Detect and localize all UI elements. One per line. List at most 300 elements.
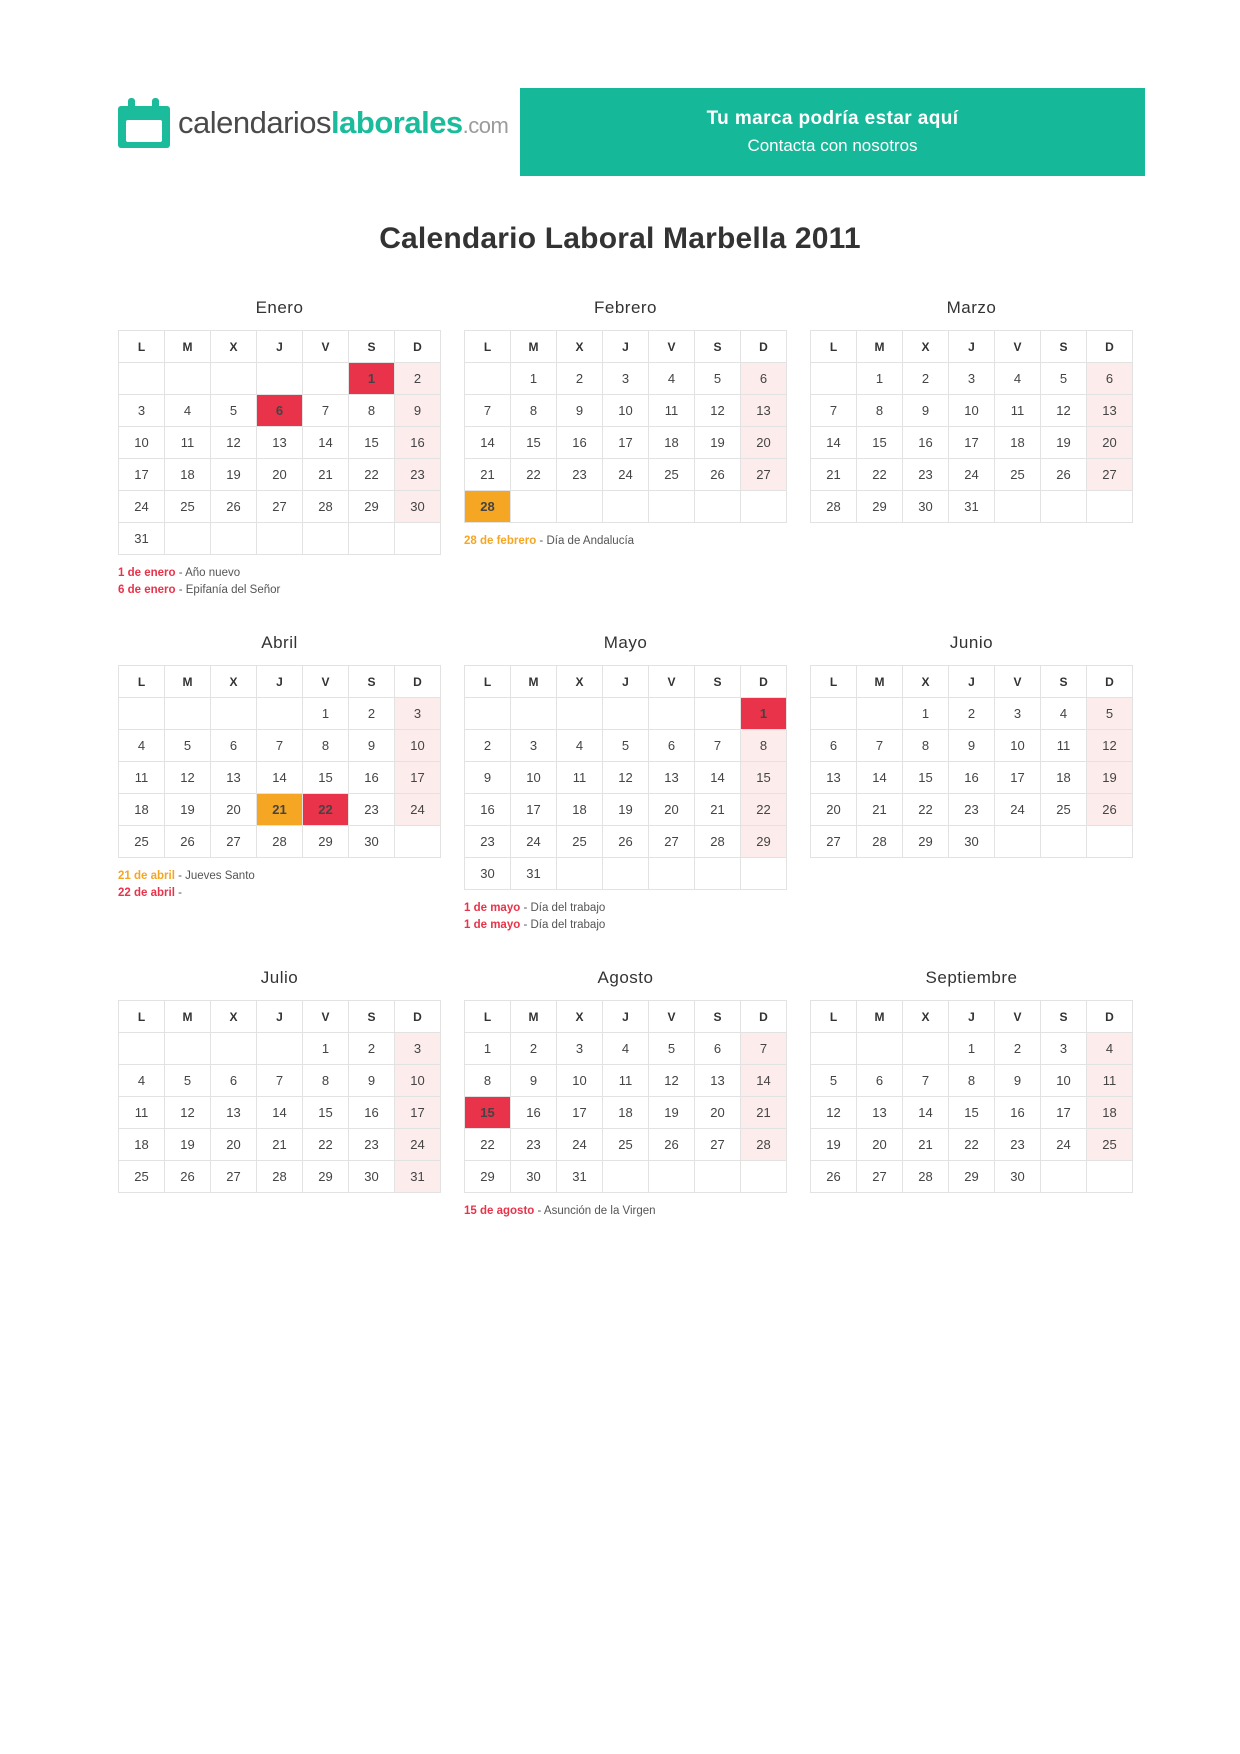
day-cell[interactable]: 16 xyxy=(557,427,603,459)
day-cell[interactable]: 19 xyxy=(1041,427,1087,459)
day-cell[interactable]: 22 xyxy=(949,1129,995,1161)
empty-cell xyxy=(1041,491,1087,523)
day-cell[interactable]: 25 xyxy=(1041,794,1087,826)
day-cell[interactable]: 3 xyxy=(119,395,165,427)
empty-cell xyxy=(903,1033,949,1065)
day-cell[interactable]: 3 xyxy=(949,363,995,395)
day-cell[interactable]: 20 xyxy=(811,794,857,826)
day-cell[interactable]: 25 xyxy=(649,459,695,491)
day-cell[interactable]: 8 xyxy=(903,730,949,762)
day-cell[interactable]: 26 xyxy=(649,1129,695,1161)
day-cell[interactable]: 29 xyxy=(465,1161,511,1193)
day-cell[interactable]: 30 xyxy=(949,826,995,858)
day-cell[interactable]: 12 xyxy=(1041,395,1087,427)
day-cell[interactable]: 29 xyxy=(349,491,395,523)
day-cell[interactable]: 24 xyxy=(511,826,557,858)
empty-cell xyxy=(1087,491,1133,523)
ad-banner[interactable] xyxy=(520,88,1145,176)
day-cell[interactable]: 7 xyxy=(857,730,903,762)
day-cell[interactable]: 10 xyxy=(511,762,557,794)
day-cell[interactable]: 11 xyxy=(1087,1065,1133,1097)
day-cell[interactable]: 30 xyxy=(349,1161,395,1193)
day-cell[interactable]: 3 xyxy=(557,1033,603,1065)
day-cell[interactable]: 20 xyxy=(1087,427,1133,459)
day-cell[interactable]: 9 xyxy=(349,1065,395,1097)
day-cell[interactable]: 26 xyxy=(695,459,741,491)
month-title: Enero xyxy=(255,298,304,317)
day-cell[interactable]: 21 xyxy=(303,459,349,491)
day-cell[interactable]: 7 xyxy=(695,730,741,762)
day-cell[interactable]: 28 xyxy=(811,491,857,523)
day-cell[interactable]: 13 xyxy=(1087,395,1133,427)
day-cell[interactable]: 7 xyxy=(465,395,511,427)
day-cell[interactable]: 4 xyxy=(1041,698,1087,730)
day-cell[interactable]: 5 xyxy=(211,395,257,427)
day-cell[interactable]: 16 xyxy=(903,427,949,459)
day-cell[interactable]: 15 xyxy=(741,762,787,794)
day-cell[interactable]: 25 xyxy=(119,826,165,858)
day-cell[interactable]: 20 xyxy=(257,459,303,491)
day-cell[interactable]: 22 xyxy=(857,459,903,491)
day-cell[interactable]: 19 xyxy=(165,1129,211,1161)
day-cell[interactable]: 26 xyxy=(165,826,211,858)
day-cell[interactable]: 7 xyxy=(303,395,349,427)
day-cell[interactable]: 18 xyxy=(119,1129,165,1161)
day-cell[interactable]: 19 xyxy=(1087,762,1133,794)
day-cell[interactable]: 2 xyxy=(903,363,949,395)
week-row xyxy=(465,491,787,523)
day-cell[interactable]: 8 xyxy=(511,395,557,427)
week-row xyxy=(465,1161,787,1193)
day-cell[interactable]: 17 xyxy=(603,427,649,459)
day-cell[interactable]: 22 xyxy=(349,459,395,491)
day-cell[interactable]: 25 xyxy=(165,491,211,523)
day-cell[interactable]: 21 xyxy=(903,1129,949,1161)
day-cell[interactable]: 5 xyxy=(1087,698,1133,730)
day-cell[interactable]: 20 xyxy=(211,794,257,826)
day-cell[interactable]: 24 xyxy=(603,459,649,491)
day-cell[interactable]: 23 xyxy=(349,794,395,826)
day-cell[interactable]: 29 xyxy=(857,491,903,523)
day-cell[interactable]: 2 xyxy=(349,1033,395,1065)
day-cell[interactable]: 5 xyxy=(811,1065,857,1097)
day-cell[interactable]: 31 xyxy=(119,523,165,555)
calendar-row xyxy=(118,968,1122,1220)
day-cell[interactable]: 24 xyxy=(395,1129,441,1161)
day-cell[interactable]: 13 xyxy=(257,427,303,459)
day-cell[interactable]: 21 xyxy=(257,1129,303,1161)
day-cell[interactable]: 27 xyxy=(257,491,303,523)
day-cell[interactable]: 12 xyxy=(211,427,257,459)
day-cell[interactable]: 27 xyxy=(649,826,695,858)
day-cell[interactable]: 21 xyxy=(811,459,857,491)
day-cell[interactable]: 20 xyxy=(649,794,695,826)
day-cell[interactable]: 12 xyxy=(695,395,741,427)
weekday-header: S xyxy=(349,666,395,698)
day-cell[interactable]: 14 xyxy=(257,762,303,794)
day-cell[interactable]: 17 xyxy=(995,762,1041,794)
day-cell[interactable]: 10 xyxy=(395,1065,441,1097)
day-cell[interactable]: 4 xyxy=(119,730,165,762)
day-cell[interactable]: 1 xyxy=(511,363,557,395)
day-cell[interactable]: 3 xyxy=(511,730,557,762)
day-cell[interactable]: 18 xyxy=(649,427,695,459)
day-cell[interactable]: 14 xyxy=(903,1097,949,1129)
day-cell[interactable]: 28 xyxy=(857,826,903,858)
day-cell[interactable]: 2 xyxy=(511,1033,557,1065)
day-cell[interactable]: 15 xyxy=(303,762,349,794)
day-cell[interactable]: 12 xyxy=(1087,730,1133,762)
day-cell[interactable]: 9 xyxy=(949,730,995,762)
day-cell[interactable]: 26 xyxy=(211,491,257,523)
weekday-header: M xyxy=(857,666,903,698)
day-cell[interactable]: 30 xyxy=(511,1161,557,1193)
day-cell[interactable]: 7 xyxy=(257,730,303,762)
day-cell[interactable]: 28 xyxy=(741,1129,787,1161)
day-cell[interactable]: 30 xyxy=(465,858,511,890)
day-cell[interactable]: 12 xyxy=(165,762,211,794)
day-cell[interactable]: 26 xyxy=(603,826,649,858)
day-cell[interactable]: 13 xyxy=(695,1065,741,1097)
day-cell[interactable]: 8 xyxy=(349,395,395,427)
day-cell[interactable]: 17 xyxy=(1041,1097,1087,1129)
day-cell[interactable]: 10 xyxy=(557,1065,603,1097)
day-cell[interactable]: 15 xyxy=(465,1097,511,1129)
day-cell[interactable]: 8 xyxy=(465,1065,511,1097)
day-cell[interactable]: 23 xyxy=(395,459,441,491)
empty-cell xyxy=(1087,826,1133,858)
day-cell[interactable]: 15 xyxy=(303,1097,349,1129)
day-cell[interactable]: 15 xyxy=(511,427,557,459)
day-cell[interactable]: 17 xyxy=(949,427,995,459)
day-cell[interactable]: 19 xyxy=(165,794,211,826)
day-cell[interactable]: 29 xyxy=(303,826,349,858)
day-cell[interactable]: 18 xyxy=(119,794,165,826)
day-cell[interactable]: 7 xyxy=(741,1033,787,1065)
day-cell[interactable]: 11 xyxy=(995,395,1041,427)
day-cell[interactable]: 28 xyxy=(257,826,303,858)
weekday-header: X xyxy=(557,331,603,363)
day-cell[interactable]: 30 xyxy=(903,491,949,523)
day-cell[interactable]: 6 xyxy=(857,1065,903,1097)
day-cell[interactable]: 10 xyxy=(119,427,165,459)
day-cell[interactable]: 25 xyxy=(603,1129,649,1161)
day-cell[interactable]: 26 xyxy=(1041,459,1087,491)
day-cell[interactable]: 11 xyxy=(119,1097,165,1129)
day-cell[interactable]: 21 xyxy=(257,794,303,826)
day-cell[interactable]: 7 xyxy=(903,1065,949,1097)
day-cell[interactable]: 22 xyxy=(465,1129,511,1161)
day-cell[interactable]: 23 xyxy=(995,1129,1041,1161)
day-cell[interactable]: 2 xyxy=(395,363,441,395)
day-cell[interactable]: 6 xyxy=(741,363,787,395)
day-cell[interactable]: 15 xyxy=(903,762,949,794)
week-row xyxy=(465,1065,787,1097)
day-cell[interactable]: 17 xyxy=(395,1097,441,1129)
day-cell[interactable]: 23 xyxy=(465,826,511,858)
day-cell[interactable]: 29 xyxy=(903,826,949,858)
day-cell[interactable]: 21 xyxy=(857,794,903,826)
day-cell[interactable]: 7 xyxy=(811,395,857,427)
day-cell[interactable]: 16 xyxy=(349,762,395,794)
day-cell[interactable]: 18 xyxy=(1041,762,1087,794)
day-cell[interactable]: 1 xyxy=(903,698,949,730)
day-cell[interactable]: 16 xyxy=(949,762,995,794)
day-cell[interactable]: 9 xyxy=(395,395,441,427)
day-cell[interactable]: 25 xyxy=(119,1161,165,1193)
day-cell[interactable]: 12 xyxy=(165,1097,211,1129)
day-cell[interactable]: 23 xyxy=(903,459,949,491)
empty-cell xyxy=(695,491,741,523)
day-cell[interactable]: 31 xyxy=(395,1161,441,1193)
day-cell[interactable]: 6 xyxy=(257,395,303,427)
day-cell[interactable]: 30 xyxy=(395,491,441,523)
day-cell[interactable]: 11 xyxy=(165,427,211,459)
weekday-header: L xyxy=(119,331,165,363)
day-cell[interactable]: 3 xyxy=(603,363,649,395)
day-cell[interactable]: 8 xyxy=(857,395,903,427)
day-cell[interactable]: 5 xyxy=(649,1033,695,1065)
day-cell[interactable]: 27 xyxy=(1087,459,1133,491)
day-cell[interactable]: 3 xyxy=(1041,1033,1087,1065)
weekday-header: J xyxy=(949,1001,995,1033)
day-cell[interactable]: 18 xyxy=(603,1097,649,1129)
day-cell[interactable]: 5 xyxy=(695,363,741,395)
day-cell[interactable]: 28 xyxy=(257,1161,303,1193)
day-cell[interactable]: 25 xyxy=(995,459,1041,491)
day-cell[interactable]: 30 xyxy=(349,826,395,858)
day-cell[interactable]: 10 xyxy=(603,395,649,427)
day-cell[interactable]: 12 xyxy=(649,1065,695,1097)
day-cell[interactable]: 4 xyxy=(649,363,695,395)
day-cell[interactable]: 24 xyxy=(119,491,165,523)
day-cell[interactable]: 9 xyxy=(995,1065,1041,1097)
day-cell[interactable]: 1 xyxy=(465,1033,511,1065)
day-cell[interactable]: 18 xyxy=(165,459,211,491)
day-cell[interactable]: 22 xyxy=(303,794,349,826)
day-cell[interactable]: 20 xyxy=(741,427,787,459)
day-cell[interactable]: 11 xyxy=(119,762,165,794)
day-cell[interactable]: 28 xyxy=(903,1161,949,1193)
day-cell[interactable]: 27 xyxy=(811,826,857,858)
day-cell[interactable]: 17 xyxy=(557,1097,603,1129)
day-cell[interactable]: 29 xyxy=(303,1161,349,1193)
day-cell[interactable]: 30 xyxy=(995,1161,1041,1193)
day-cell[interactable]: 14 xyxy=(741,1065,787,1097)
day-cell[interactable]: 8 xyxy=(303,1065,349,1097)
day-cell[interactable]: 17 xyxy=(395,762,441,794)
day-cell[interactable]: 24 xyxy=(949,459,995,491)
day-cell[interactable]: 15 xyxy=(949,1097,995,1129)
day-cell[interactable]: 10 xyxy=(995,730,1041,762)
day-cell[interactable]: 4 xyxy=(1087,1033,1133,1065)
day-cell[interactable]: 22 xyxy=(511,459,557,491)
day-cell[interactable]: 21 xyxy=(695,794,741,826)
page-title: Calendario Laboral Marbella 2011 xyxy=(379,222,861,255)
day-cell[interactable]: 21 xyxy=(465,459,511,491)
day-cell[interactable]: 1 xyxy=(857,363,903,395)
day-cell[interactable]: 16 xyxy=(465,794,511,826)
week-row xyxy=(119,826,441,858)
day-cell[interactable]: 5 xyxy=(165,730,211,762)
day-cell[interactable]: 11 xyxy=(649,395,695,427)
day-cell[interactable]: 5 xyxy=(165,1065,211,1097)
day-cell[interactable]: 20 xyxy=(211,1129,257,1161)
day-cell[interactable]: 2 xyxy=(557,363,603,395)
day-cell[interactable]: 2 xyxy=(465,730,511,762)
day-cell[interactable]: 28 xyxy=(695,826,741,858)
site-logo[interactable] xyxy=(118,88,518,158)
day-cell[interactable]: 20 xyxy=(857,1129,903,1161)
day-cell[interactable]: 14 xyxy=(465,427,511,459)
empty-cell xyxy=(603,698,649,730)
day-cell[interactable]: 19 xyxy=(211,459,257,491)
day-cell[interactable]: 14 xyxy=(857,762,903,794)
day-cell[interactable]: 3 xyxy=(995,698,1041,730)
day-cell[interactable]: 1 xyxy=(303,698,349,730)
day-cell[interactable]: 19 xyxy=(695,427,741,459)
day-cell[interactable]: 22 xyxy=(303,1129,349,1161)
day-cell[interactable]: 6 xyxy=(211,1065,257,1097)
day-cell[interactable]: 4 xyxy=(603,1033,649,1065)
day-cell[interactable]: 4 xyxy=(165,395,211,427)
day-cell[interactable]: 27 xyxy=(211,1161,257,1193)
day-cell[interactable]: 13 xyxy=(649,762,695,794)
week-row xyxy=(465,395,787,427)
day-cell[interactable]: 1 xyxy=(349,363,395,395)
day-cell[interactable]: 4 xyxy=(119,1065,165,1097)
day-cell[interactable]: 6 xyxy=(211,730,257,762)
day-cell[interactable]: 8 xyxy=(741,730,787,762)
day-cell[interactable]: 5 xyxy=(1041,363,1087,395)
day-cell[interactable]: 2 xyxy=(949,698,995,730)
day-cell[interactable]: 14 xyxy=(303,427,349,459)
day-cell[interactable]: 27 xyxy=(211,826,257,858)
weekday-header: S xyxy=(1041,331,1087,363)
day-cell[interactable]: 6 xyxy=(695,1033,741,1065)
day-cell[interactable]: 27 xyxy=(695,1129,741,1161)
day-cell[interactable]: 13 xyxy=(211,1097,257,1129)
day-cell[interactable]: 11 xyxy=(557,762,603,794)
day-cell[interactable]: 8 xyxy=(303,730,349,762)
day-cell[interactable]: 26 xyxy=(165,1161,211,1193)
day-cell[interactable]: 9 xyxy=(903,395,949,427)
day-cell[interactable]: 6 xyxy=(811,730,857,762)
day-cell[interactable]: 1 xyxy=(741,698,787,730)
day-cell[interactable]: 4 xyxy=(995,363,1041,395)
day-cell[interactable]: 26 xyxy=(1087,794,1133,826)
empty-cell xyxy=(119,698,165,730)
day-cell[interactable]: 11 xyxy=(603,1065,649,1097)
day-cell[interactable]: 16 xyxy=(349,1097,395,1129)
day-cell[interactable]: 11 xyxy=(1041,730,1087,762)
day-cell[interactable]: 10 xyxy=(949,395,995,427)
day-cell[interactable]: 25 xyxy=(1087,1129,1133,1161)
day-cell[interactable]: 6 xyxy=(1087,363,1133,395)
day-cell[interactable]: 25 xyxy=(557,826,603,858)
day-cell[interactable]: 15 xyxy=(349,427,395,459)
day-cell[interactable]: 27 xyxy=(741,459,787,491)
day-cell[interactable]: 18 xyxy=(1087,1097,1133,1129)
day-cell[interactable]: 5 xyxy=(603,730,649,762)
day-cell[interactable]: 1 xyxy=(303,1033,349,1065)
day-cell[interactable]: 31 xyxy=(511,858,557,890)
day-cell[interactable]: 19 xyxy=(811,1129,857,1161)
day-cell[interactable]: 12 xyxy=(811,1097,857,1129)
day-cell[interactable]: 9 xyxy=(557,395,603,427)
day-cell[interactable]: 16 xyxy=(395,427,441,459)
weekday-header: X xyxy=(211,331,257,363)
day-cell[interactable]: 10 xyxy=(1041,1065,1087,1097)
day-cell[interactable]: 9 xyxy=(465,762,511,794)
holiday-note xyxy=(118,868,441,885)
day-cell[interactable]: 31 xyxy=(949,491,995,523)
day-cell[interactable]: 13 xyxy=(211,762,257,794)
day-cell[interactable]: 19 xyxy=(649,1097,695,1129)
day-cell[interactable]: 12 xyxy=(603,762,649,794)
day-cell[interactable]: 14 xyxy=(811,427,857,459)
day-cell[interactable]: 4 xyxy=(557,730,603,762)
day-cell[interactable]: 23 xyxy=(511,1129,557,1161)
day-cell[interactable]: 8 xyxy=(949,1065,995,1097)
day-cell[interactable]: 24 xyxy=(1041,1129,1087,1161)
day-cell[interactable]: 7 xyxy=(257,1065,303,1097)
day-cell[interactable]: 13 xyxy=(857,1097,903,1129)
day-cell[interactable]: 24 xyxy=(995,794,1041,826)
day-cell[interactable]: 13 xyxy=(811,762,857,794)
day-cell[interactable]: 29 xyxy=(741,826,787,858)
day-cell[interactable]: 18 xyxy=(995,427,1041,459)
day-cell[interactable]: 16 xyxy=(995,1097,1041,1129)
day-cell[interactable]: 23 xyxy=(557,459,603,491)
day-cell[interactable]: 24 xyxy=(395,794,441,826)
day-cell[interactable]: 19 xyxy=(603,794,649,826)
day-cell[interactable]: 3 xyxy=(395,1033,441,1065)
day-cell[interactable]: 16 xyxy=(511,1097,557,1129)
day-cell[interactable]: 29 xyxy=(949,1161,995,1193)
day-cell[interactable]: 22 xyxy=(903,794,949,826)
day-cell[interactable]: 26 xyxy=(811,1161,857,1193)
day-cell[interactable]: 31 xyxy=(557,1161,603,1193)
day-cell[interactable]: 18 xyxy=(557,794,603,826)
day-cell[interactable]: 14 xyxy=(257,1097,303,1129)
day-cell[interactable]: 2 xyxy=(349,698,395,730)
day-cell[interactable]: 23 xyxy=(349,1129,395,1161)
weekday-header: S xyxy=(1041,666,1087,698)
day-cell[interactable]: 27 xyxy=(857,1161,903,1193)
day-cell[interactable]: 21 xyxy=(741,1097,787,1129)
day-cell[interactable]: 13 xyxy=(741,395,787,427)
day-cell[interactable]: 28 xyxy=(303,491,349,523)
day-cell[interactable]: 6 xyxy=(649,730,695,762)
day-cell[interactable]: 9 xyxy=(349,730,395,762)
weekday-header: S xyxy=(349,1001,395,1033)
day-cell[interactable]: 3 xyxy=(395,698,441,730)
day-cell[interactable]: 23 xyxy=(949,794,995,826)
day-cell[interactable]: 2 xyxy=(995,1033,1041,1065)
day-cell[interactable]: 15 xyxy=(857,427,903,459)
day-cell[interactable]: 9 xyxy=(511,1065,557,1097)
day-cell[interactable]: 24 xyxy=(557,1129,603,1161)
day-cell[interactable]: 14 xyxy=(695,762,741,794)
day-cell[interactable]: 17 xyxy=(119,459,165,491)
day-cell[interactable]: 10 xyxy=(395,730,441,762)
day-cell[interactable]: 1 xyxy=(949,1033,995,1065)
day-cell[interactable]: 20 xyxy=(695,1097,741,1129)
day-cell[interactable]: 17 xyxy=(511,794,557,826)
day-cell[interactable]: 22 xyxy=(741,794,787,826)
day-cell[interactable]: 28 xyxy=(465,491,511,523)
